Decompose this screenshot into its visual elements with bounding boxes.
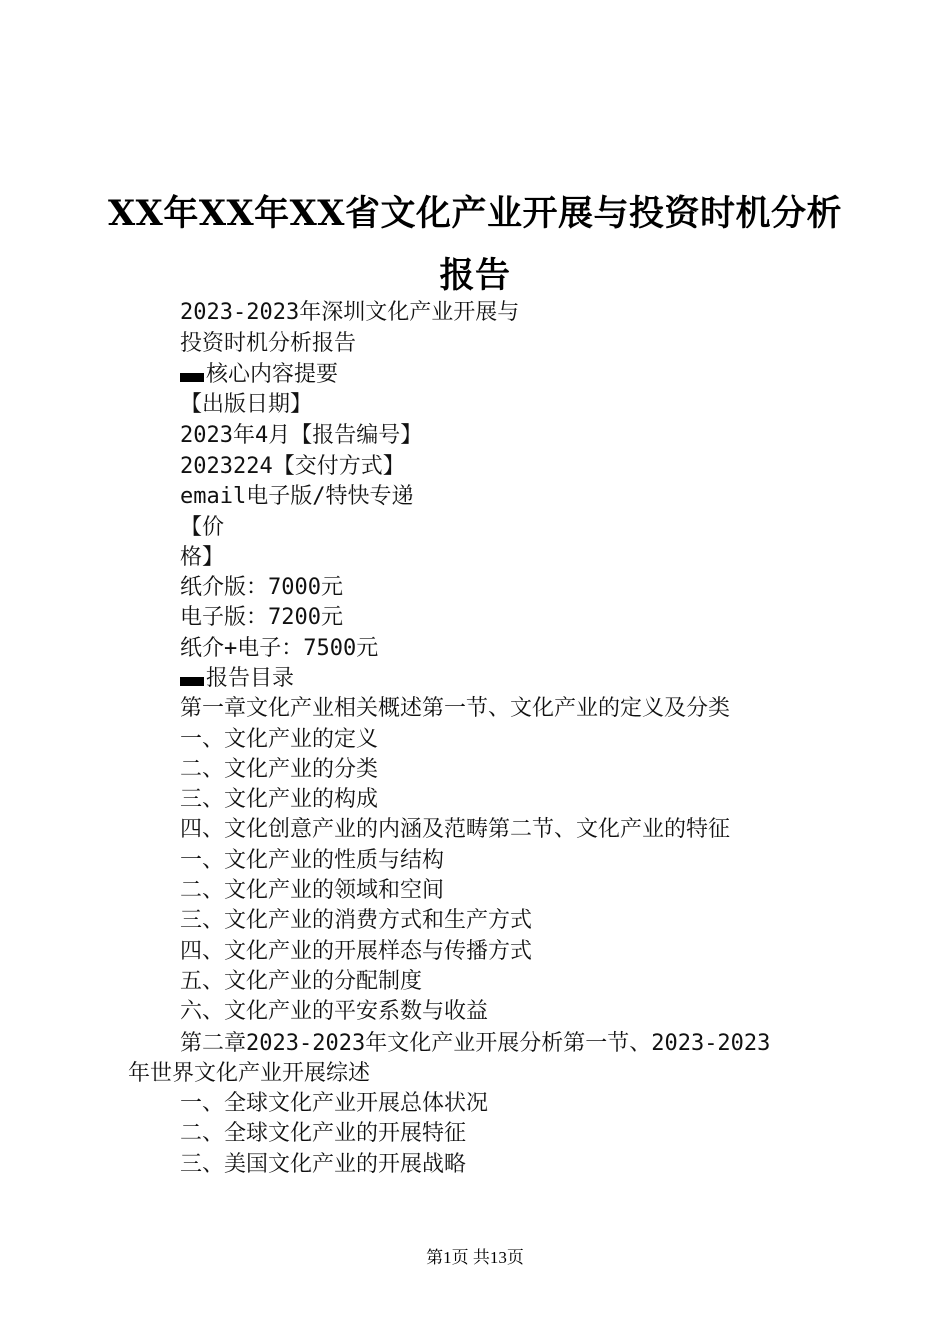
body-line: 投资时机分析报告: [180, 331, 357, 356]
bullet-marker-icon: [180, 677, 204, 686]
toc-line: 二、全球文化产业的开展特征: [180, 1121, 467, 1146]
toc-line: 第一章文化产业相关概述第一节、文化产业的定义及分类: [180, 696, 731, 721]
toc-line: 六、文化产业的平安系数与收益: [180, 999, 489, 1024]
toc-line: 四、文化创意产业的内涵及范畴第二节、文化产业的特征: [180, 817, 731, 842]
toc-line: 五、文化产业的分配制度: [180, 969, 423, 994]
document-title-line-1: XX年XX年XX省文化产业开展与投资时机分析: [108, 193, 842, 234]
price-line: 纸介版：7000元: [180, 575, 343, 600]
body-line: 2023-2023年深圳文化产业开展与: [180, 300, 520, 325]
body-line: 格】: [180, 545, 225, 570]
toc-line: 四、文化产业的开展样态与传播方式: [180, 939, 533, 964]
body-line: 【出版日期】: [180, 392, 313, 417]
section-heading: 报告目录: [180, 664, 294, 694]
toc-line: 二、文化产业的领域和空间: [180, 878, 445, 903]
toc-line: 三、美国文化产业的开展战略: [180, 1152, 467, 1177]
price-line: 电子版：7200元: [180, 605, 343, 630]
toc-line: 三、文化产业的消费方式和生产方式: [180, 908, 533, 933]
page-number-footer: 第1页 共13页: [426, 1248, 524, 1267]
price-line: 纸介+电子：7500元: [180, 636, 379, 661]
body-line: 2023年4月【报告编号】: [180, 423, 423, 448]
body-line: 【价: [180, 515, 225, 540]
toc-line: 年世界文化产业开展综述: [128, 1061, 371, 1086]
body-line: email电子版/特快专递: [180, 484, 414, 509]
document-title-line-2: 报告: [439, 255, 511, 296]
toc-line: 二、文化产业的分类: [180, 757, 379, 782]
toc-line: 三、文化产业的构成: [180, 787, 379, 812]
section-heading: 核心内容提要: [180, 360, 338, 390]
body-line: 2023224【交付方式】: [180, 454, 405, 479]
toc-line: 一、文化产业的性质与结构: [180, 848, 445, 873]
bullet-marker-icon: [180, 373, 204, 382]
toc-line: 第二章2023-2023年文化产业开展分析第一节、2023-2023: [180, 1031, 771, 1056]
toc-line: 一、全球文化产业开展总体状况: [180, 1091, 489, 1116]
toc-line: 一、文化产业的定义: [180, 727, 379, 752]
